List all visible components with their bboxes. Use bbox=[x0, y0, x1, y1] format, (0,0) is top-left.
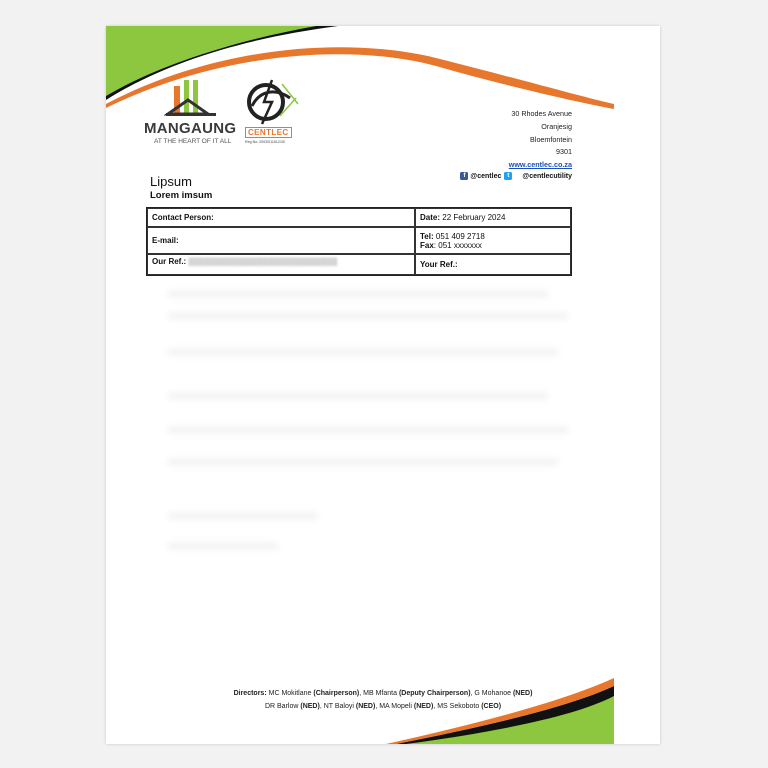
footer-swoosh bbox=[106, 674, 660, 744]
centlec-wordmark: CENTLEC bbox=[245, 127, 292, 138]
director-role: (NED) bbox=[355, 702, 376, 710]
centlec-logo bbox=[242, 76, 312, 151]
directors-label: Directors: bbox=[233, 690, 267, 697]
twitter-icon[interactable]: t bbox=[504, 172, 512, 180]
table-row bbox=[147, 227, 571, 254]
facebook-handle[interactable]: @centlec bbox=[470, 172, 502, 180]
director-role: (Chairperson) bbox=[313, 690, 360, 697]
contact-person-label: Contact Person: bbox=[152, 213, 214, 222]
tel-label: Tel: bbox=[420, 231, 434, 241]
fax-value: : 051 xxxxxxx bbox=[433, 240, 482, 250]
mangaung-logo bbox=[142, 76, 242, 148]
address-suburb: Oranjesig bbox=[541, 121, 572, 131]
our-ref-label: Our Ref.: bbox=[152, 257, 187, 266]
table-row bbox=[147, 208, 571, 227]
director-name: MC Mokitlane bbox=[268, 690, 312, 697]
director-role: (Deputy Chairperson) bbox=[398, 690, 471, 697]
director-role: (CEO) bbox=[481, 702, 502, 710]
fax-label: Fax bbox=[420, 240, 434, 250]
directors-line-2: DR Barlow (NED), NT Baloyi (NED), MA Mopeli (NED), MS Sekoboto (CEO) bbox=[264, 702, 502, 710]
address-city: Bloemfontein bbox=[530, 134, 572, 144]
director-name: MA Mopeli bbox=[379, 702, 412, 710]
director-role: (NED) bbox=[300, 702, 320, 710]
tel-fax-cell bbox=[415, 227, 571, 254]
email-label: E-mail: bbox=[152, 236, 179, 245]
website-link[interactable]: www.centlec.co.za bbox=[508, 160, 572, 170]
director-name: MS Sekoboto bbox=[437, 702, 480, 710]
redacted-reference: ██████████████████████████████ bbox=[188, 259, 338, 266]
letterhead-page bbox=[106, 26, 660, 744]
mangaung-emblem-icon bbox=[164, 76, 224, 118]
your-ref-label: Your Ref.: bbox=[420, 260, 458, 269]
date-label: Date: bbox=[420, 213, 441, 222]
director-name: MB Mfanta bbox=[363, 690, 398, 697]
director-role: (NED) bbox=[413, 702, 434, 710]
reference-table bbox=[146, 207, 572, 276]
centlec-reg-number: Reg No: 2003/011612/30 bbox=[245, 140, 285, 144]
mangaung-tagline: AT THE HEART OF IT ALL bbox=[154, 138, 232, 145]
address-street: 30 Rhodes Avenue bbox=[511, 109, 572, 118]
centlec-emblem-icon bbox=[242, 76, 302, 128]
director-name: G Mohanoe bbox=[474, 690, 512, 697]
twitter-handle[interactable]: @centlecutility bbox=[522, 172, 572, 180]
mangaung-wordmark: MANGAUNG bbox=[144, 120, 237, 137]
letter-title: Lipsum bbox=[150, 174, 192, 189]
contact-person-cell bbox=[147, 208, 415, 227]
date-cell bbox=[415, 208, 571, 227]
date-value: 22 February 2024 bbox=[442, 213, 506, 222]
social-handles bbox=[460, 172, 572, 180]
director-name: NT Baloyi bbox=[323, 702, 354, 710]
address-postal-code: 9301 bbox=[556, 147, 572, 157]
facebook-icon[interactable]: f bbox=[460, 172, 468, 180]
our-ref-cell bbox=[147, 254, 415, 275]
tel-value: 051 409 2718 bbox=[435, 231, 485, 241]
director-role: (NED) bbox=[512, 690, 533, 697]
directors-line-1: Directors: MC Mokitlane (Chairperson), MB Mfanta (Deputy Chairperson), G Mohanoe (NED) bbox=[233, 690, 533, 697]
letter-subtitle: Lorem imsum bbox=[150, 190, 213, 201]
company-address bbox=[509, 108, 572, 172]
table-row bbox=[147, 254, 571, 275]
director-name: DR Barlow bbox=[264, 702, 299, 710]
email-cell bbox=[147, 227, 415, 254]
your-ref-cell bbox=[415, 254, 571, 275]
